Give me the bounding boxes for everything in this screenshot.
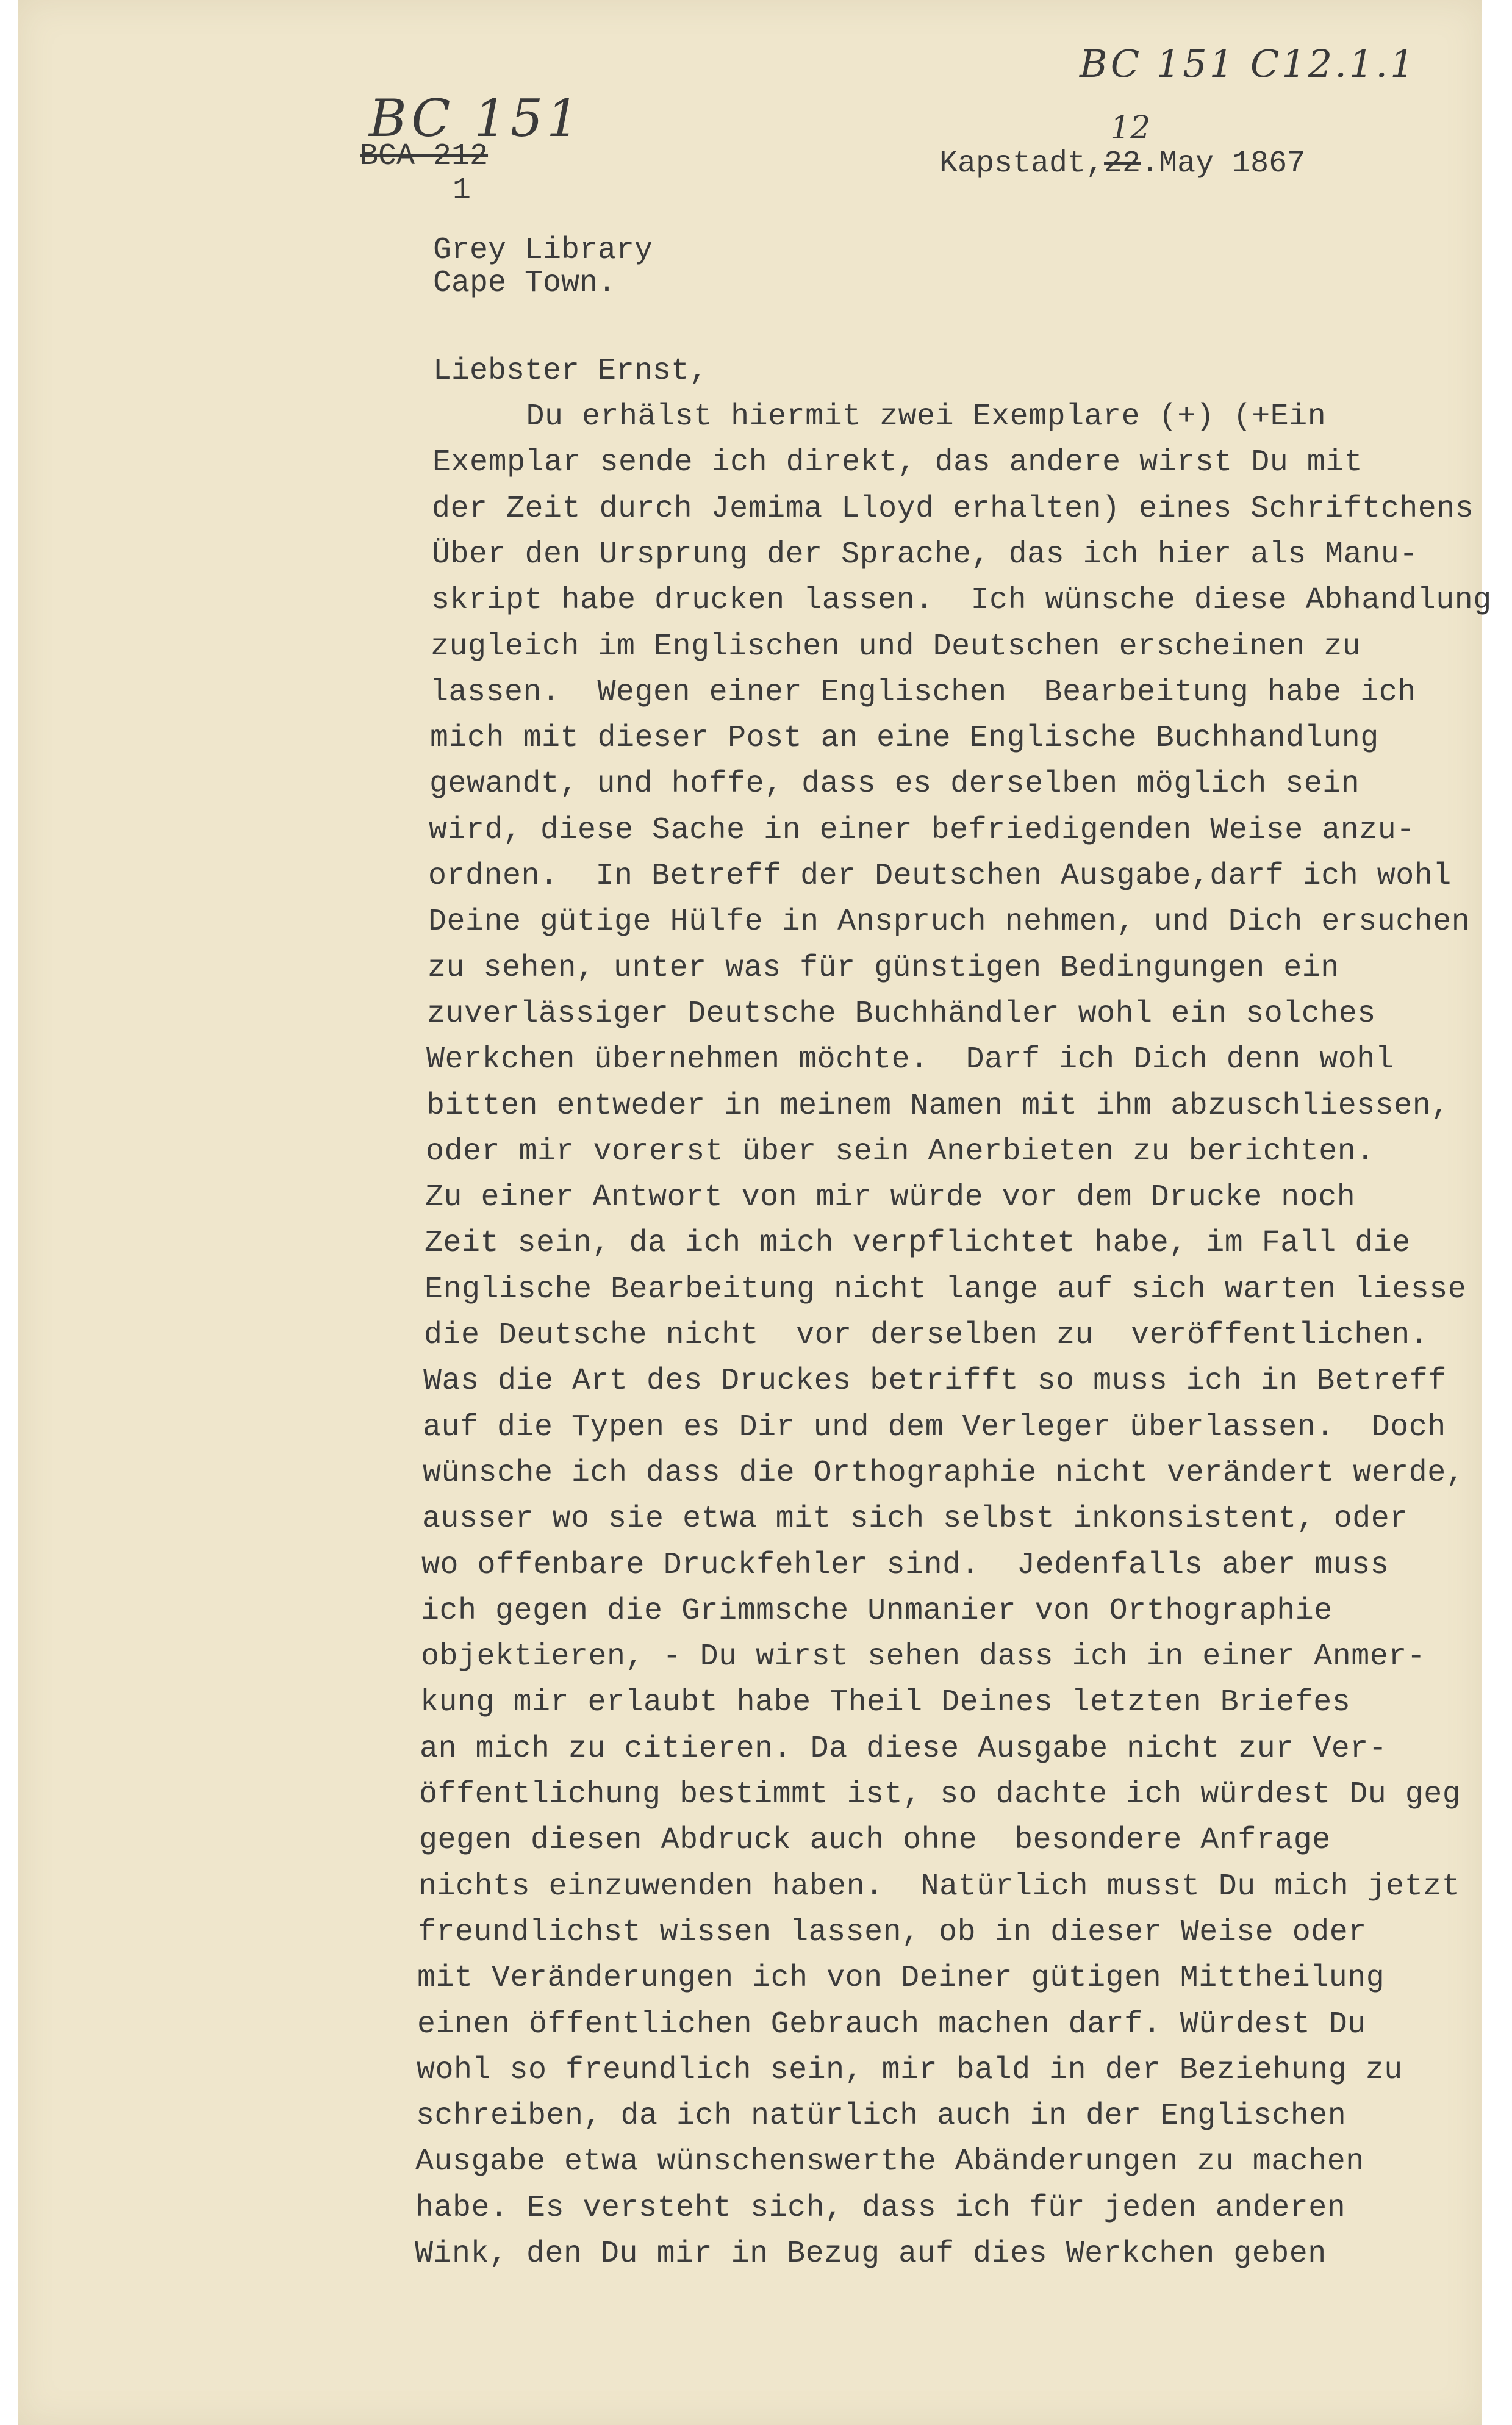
- body-line: Werkchen übernehmen möchte. Darf ich Dich denn wohl: [426, 1042, 1394, 1077]
- body-line: Zeit sein, da ich mich verpflichtet habe, im Fall die: [425, 1226, 1411, 1261]
- body-line: Zu einer Antwort von mir würde vor dem Drucke noch: [425, 1180, 1356, 1215]
- body-line: Wink, den Du mir in Bezug auf dies Werkchen geben: [415, 2237, 1327, 2271]
- body-line: Englische Bearbeitung nicht lange auf sich warten liesse: [425, 1272, 1467, 1307]
- body-line: ordnen. In Betreff der Deutschen Ausgabe,darf ich wohl: [428, 859, 1452, 894]
- date-rest: .May 1867: [1141, 146, 1306, 181]
- body-line: kung mir erlaubt habe Theil Deines letzten Briefes: [420, 1685, 1351, 1720]
- date-day-struck: 22: [1104, 146, 1141, 181]
- body-line: die Deutsche nicht vor derselben zu veröffentlichen.: [424, 1318, 1429, 1353]
- page-number: 1: [453, 173, 471, 208]
- body-line: Ausgabe etwa wünschenswerthe Abänderungen zu machen: [415, 2144, 1364, 2179]
- body-line: ich gegen die Grimmsche Unmanier von Orthographie: [421, 1594, 1333, 1628]
- letter-date: [939, 146, 1305, 181]
- body-line: wird, diese Sache in einer befriedigenden Weise anzu-: [429, 813, 1415, 848]
- body-line: Über den Ursprung der Sprache, das ich hier als Manu-: [432, 537, 1418, 572]
- body-line: öffentlichung bestimmt ist, so dachte ich würdest Du geg: [419, 1777, 1461, 1812]
- body-line: wohl so freundlich sein, mir bald in der Beziehung zu: [417, 2053, 1403, 2088]
- salutation: Liebster Ernst,: [433, 354, 708, 389]
- body-line: gegen diesen Abdruck auch ohne besondere Anfrage: [419, 1823, 1331, 1858]
- body-line: zugleich im Englischen und Deutschen erscheinen zu: [431, 629, 1361, 664]
- body-line: freundlichst wissen lassen, ob in dieser Weise oder: [418, 1915, 1367, 1950]
- body-line: wo offenbare Druckfehler sind. Jedenfalls aber muss: [421, 1548, 1389, 1583]
- body-line: nichts einzuwenden haben. Natürlich musst Du mich jetzt: [418, 1869, 1461, 1904]
- body-line: mit Veränderungen ich von Deiner gütigen Mittheilung: [417, 1961, 1385, 1996]
- body-line: einen öffentlichen Gebrauch machen darf. Würdest Du: [417, 2007, 1366, 2042]
- address-line-2: Cape Town.: [433, 266, 617, 301]
- body-line: auf die Typen es Dir und dem Verleger überlassen. Doch: [423, 1410, 1446, 1445]
- body-line: skript habe drucken lassen. Ich wünsche diese Abhandlung: [431, 583, 1492, 618]
- struck-catalogue-reference: BCA 212: [360, 139, 489, 174]
- body-line: schreiben, da ich natürlich auch in der Englischen: [416, 2099, 1347, 2133]
- body-line: habe. Es versteht sich, dass ich für jeden anderen: [415, 2191, 1346, 2226]
- body-line: Was die Art des Druckes betrifft so muss ich in Betreff: [423, 1364, 1447, 1399]
- body-line: Exemplar sende ich direkt, das andere wirst Du mit: [432, 445, 1363, 480]
- date-correction: 12: [1110, 110, 1151, 146]
- body-line: mich mit dieser Post an eine Englische Buchhandlung: [430, 721, 1379, 756]
- archive-reference-left: BC 151: [369, 88, 583, 148]
- body-line: zuverlässiger Deutsche Buchhändler wohl ein solches: [427, 997, 1376, 1031]
- body-line: wünsche ich dass die Orthographie nicht verändert werde,: [423, 1456, 1465, 1491]
- body-line: Deine gütige Hülfe in Anspruch nehmen, und Dich ersuchen: [428, 904, 1471, 939]
- letter-page: [18, 0, 1492, 2425]
- address-line-1: Grey Library: [433, 233, 653, 268]
- body-line: lassen. Wegen einer Englischen Bearbeitung habe ich: [430, 675, 1416, 710]
- body-line: objektieren, - Du wirst sehen dass ich in einer Anmer-: [421, 1639, 1426, 1674]
- body-line: gewandt, und hoffe, dass es derselben möglich sein: [429, 767, 1360, 801]
- body-line: zu sehen, unter was für günstigen Bedingungen ein: [428, 951, 1339, 986]
- archive-reference-top: BC 151 C12.1.1: [1080, 41, 1417, 86]
- body-line: der Zeit durch Jemima Lloyd erhalten) eines Schriftchens: [432, 492, 1474, 526]
- date-place: Kapstadt,: [939, 146, 1105, 181]
- body-line: an mich zu citieren. Da diese Ausgabe nicht zur Ver-: [420, 1732, 1388, 1766]
- body-line: ausser wo sie etwa mit sich selbst inkonsistent, oder: [422, 1502, 1408, 1536]
- body-line: Du erhälst hiermit zwei Exemplare (+) (+Ein: [433, 399, 1327, 434]
- body-line: bitten entweder in meinem Namen mit ihm abzuschliessen,: [426, 1089, 1450, 1123]
- body-line: oder mir vorerst über sein Anerbieten zu berichten.: [426, 1134, 1375, 1169]
